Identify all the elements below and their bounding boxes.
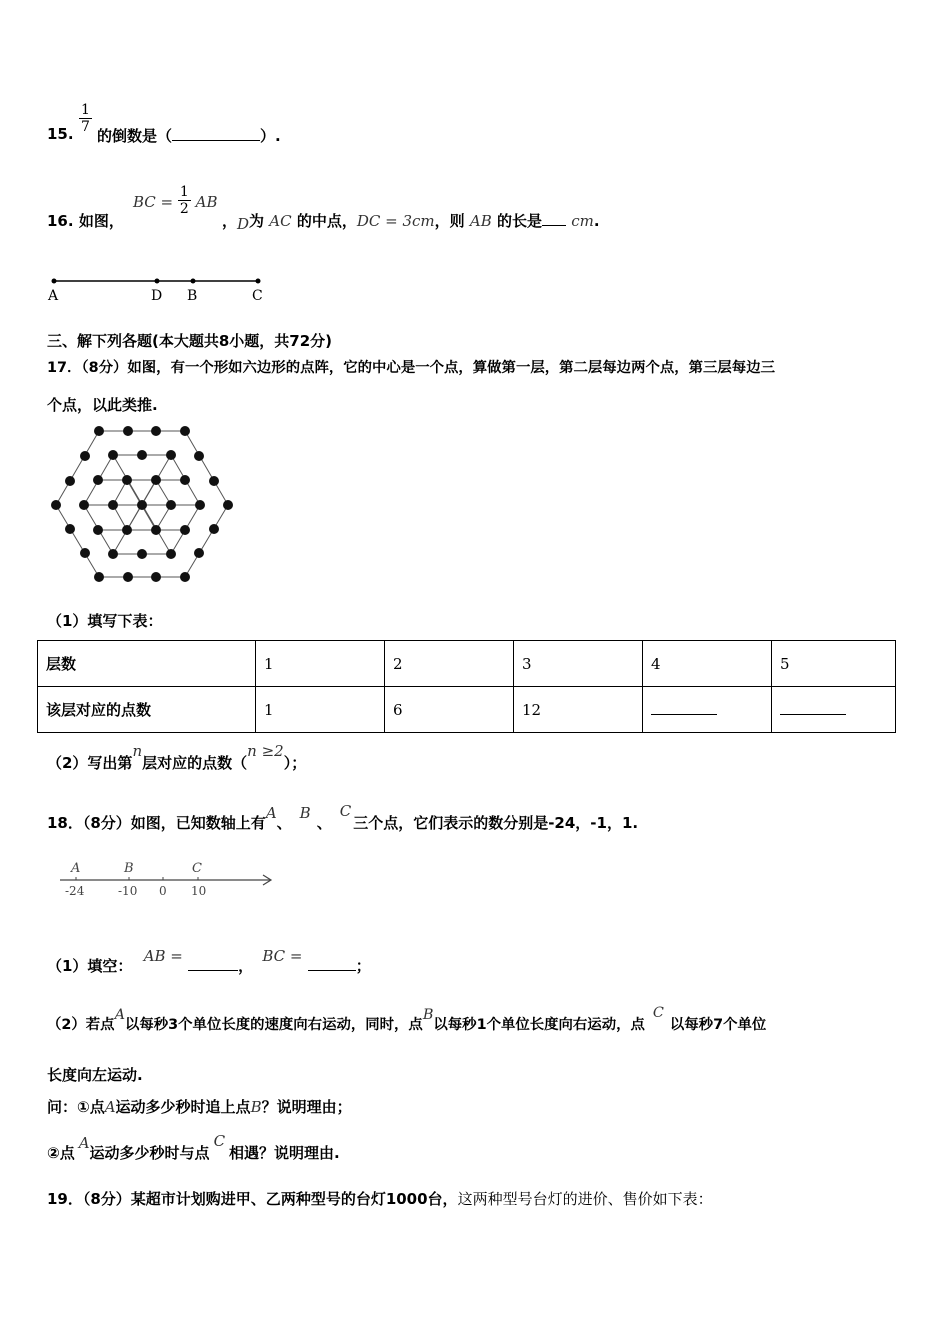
table-cell: 层数 — [38, 641, 256, 687]
q18-sub2-var-b: B — [422, 1007, 434, 1023]
q18-q1-b: 运动多少秒时追上点 — [115, 1098, 251, 1116]
q16-unit: cm — [571, 212, 594, 230]
q15-fraction — [79, 102, 92, 135]
q18-sub2-var-c: C — [652, 1005, 664, 1021]
q16-var-d: D — [237, 215, 250, 233]
q18-sub2-c: 以每秒1个单位长度向右运动，点 — [433, 1017, 645, 1033]
q16-eq-rhs: AB — [195, 193, 218, 211]
point-b — [191, 279, 196, 284]
q17-line2: 个点，以此类推. — [47, 396, 158, 414]
table-cell: 1 — [256, 687, 385, 733]
q16-comma: ， — [222, 212, 238, 230]
table-cell: 4 — [643, 641, 772, 687]
table-cell-blank[interactable] — [772, 687, 896, 733]
axis-number: 0 — [159, 884, 167, 898]
q16-end: . — [593, 212, 600, 230]
q18-q1-var-a: A — [104, 1098, 116, 1116]
q17-sub2-b: 层对应的点数（ — [142, 754, 248, 772]
q16-equation — [133, 184, 217, 217]
q18-sep2: 、 — [316, 814, 332, 832]
axis-letter-a: A — [71, 861, 81, 876]
axis-letter-c: C — [192, 861, 202, 876]
q18-question-2 — [47, 1132, 340, 1163]
point-c — [256, 279, 261, 284]
table-cell: 2 — [385, 641, 514, 687]
ab-answer-blank[interactable] — [188, 970, 238, 971]
q18-q1-a: 问：①点 — [47, 1098, 105, 1116]
table-row — [38, 641, 896, 687]
q18-question-1 — [47, 1096, 352, 1117]
table-row — [38, 687, 896, 733]
q17-sub1: （1）填写下表： — [47, 612, 163, 630]
q18-sub1-ab: AB = — [143, 947, 183, 965]
q15-text — [97, 125, 281, 146]
q16-t2: 的中点， — [296, 212, 357, 230]
q17-sub2-cond: n ≥2 — [247, 742, 284, 760]
q18-line1-a: 18．（8分）如图，已知数轴上有 — [47, 814, 266, 832]
q16-eq-dc: DC = 3cm — [356, 212, 435, 230]
q18-q1-var-b: B — [250, 1098, 262, 1116]
q18-sub1-comma: ， — [238, 957, 254, 975]
lattice-dots — [51, 426, 233, 582]
q18-q1-c: ？说明理由； — [261, 1098, 352, 1116]
q16-frac — [178, 184, 191, 217]
q16-prefix: 如图， — [78, 212, 124, 230]
q18-q2-var-a: A — [78, 1134, 90, 1152]
label-a: A — [48, 288, 59, 304]
point-a — [52, 279, 57, 284]
q18-q2-c: 相遇？说明理由. — [229, 1144, 340, 1162]
q18-line1 — [47, 802, 639, 833]
question-15 — [47, 103, 74, 143]
q16-t4: 的长是 — [496, 212, 542, 230]
table-cell: 1 — [256, 641, 385, 687]
layer-table — [37, 640, 896, 733]
q18-sub1-end: ； — [355, 957, 371, 975]
hexagon-dot-lattice — [48, 420, 238, 585]
q15-frac — [79, 102, 92, 135]
q16-t1: 为 — [249, 212, 265, 230]
q16-var-ab: AB — [469, 212, 492, 230]
q16-t3: ，则 — [434, 212, 465, 230]
q16-number: 16. — [47, 212, 74, 230]
q17-sub2 — [47, 742, 307, 773]
table-cell: 5 — [772, 641, 896, 687]
q18-var-a: A — [265, 804, 277, 822]
q18-sub2-b: 以每秒3个单位长度的速度向右运动，同时，点 — [124, 1017, 423, 1033]
label-c: C — [252, 288, 263, 304]
q16-var-ac: AC — [269, 212, 292, 230]
q19-rest: 这两种型号台灯的进价、售价如下表： — [457, 1190, 713, 1208]
table-cell: 12 — [514, 687, 643, 733]
q18-sub1 — [47, 947, 371, 976]
q16-frac-den: 2 — [179, 201, 189, 217]
q17-sub2-n: n — [132, 742, 143, 760]
q15-answer-blank[interactable] — [172, 140, 260, 141]
q15-frac-num: 1 — [81, 102, 90, 118]
q18-var-b: B — [299, 804, 311, 822]
q18-q2-a: ②点 — [47, 1144, 75, 1162]
q18-sub2-d: 以每秒7个单位 — [669, 1017, 767, 1033]
number-line — [55, 855, 280, 905]
q18-q2-b: 运动多少秒时与点 — [89, 1144, 210, 1162]
q18-sub1-bc: BC = — [262, 947, 303, 965]
q15-text-body: 的倒数是（ — [97, 127, 173, 145]
q16-eq-lhs: BC = — [133, 193, 174, 211]
q18-sub2-line2: 长度向左运动. — [47, 1066, 143, 1084]
q18-var-c: C — [339, 802, 352, 820]
q17-line1: 17．（8分）如图，有一个形如六边形的点阵，它的中心是一个点，算做第一层，第二层每边两个点，第三层每边三 — [47, 360, 775, 376]
axis-number: -24 — [65, 884, 85, 898]
q15-tail: ）. — [260, 127, 281, 145]
q15-number: 15. — [47, 125, 74, 143]
axis-number: -10 — [118, 884, 138, 898]
q15-frac-den: 7 — [81, 119, 90, 135]
q18-line1-b: 三个点，它们表示的数分别是-24，-1，1. — [353, 814, 639, 832]
layer5-answer-blank[interactable] — [780, 714, 846, 715]
table-cell: 该层对应的点数 — [38, 687, 256, 733]
axis-letter-b: B — [124, 861, 134, 876]
q18-sub2 — [47, 1005, 767, 1034]
q17-sub2-c: ）； — [283, 754, 307, 772]
q17-sub2-a: （2）写出第 — [47, 754, 133, 772]
q18-q2-var-c: C — [213, 1132, 226, 1150]
q16-frac-num: 1 — [179, 184, 189, 200]
table-cell-blank[interactable] — [643, 687, 772, 733]
section-3-heading: 三、解下列各题(本大题共8小题，共72分) — [47, 332, 333, 350]
q19-bold: 19．（8分）某超市计划购进甲、乙两种型号的台灯1000台， — [47, 1190, 458, 1208]
label-b: B — [187, 288, 198, 304]
axis-number: 10 — [191, 884, 207, 898]
label-d: D — [151, 288, 163, 304]
question-19 — [47, 1188, 713, 1209]
q18-sub2-var-a: A — [114, 1007, 125, 1023]
q18-sub1-label: （1）填空： — [47, 957, 133, 975]
q18-sep1: 、 — [276, 814, 292, 832]
bc-answer-blank[interactable] — [308, 970, 356, 971]
layer4-answer-blank[interactable] — [651, 714, 717, 715]
table-cell: 3 — [514, 641, 643, 687]
point-d — [155, 279, 160, 284]
q16-rest — [222, 210, 600, 231]
question-16 — [47, 210, 124, 231]
table-cell: 6 — [385, 687, 514, 733]
q16-answer-blank[interactable] — [542, 225, 566, 226]
segment-diagram — [40, 270, 280, 310]
q18-sub2-a: （2）若点 — [47, 1017, 115, 1033]
